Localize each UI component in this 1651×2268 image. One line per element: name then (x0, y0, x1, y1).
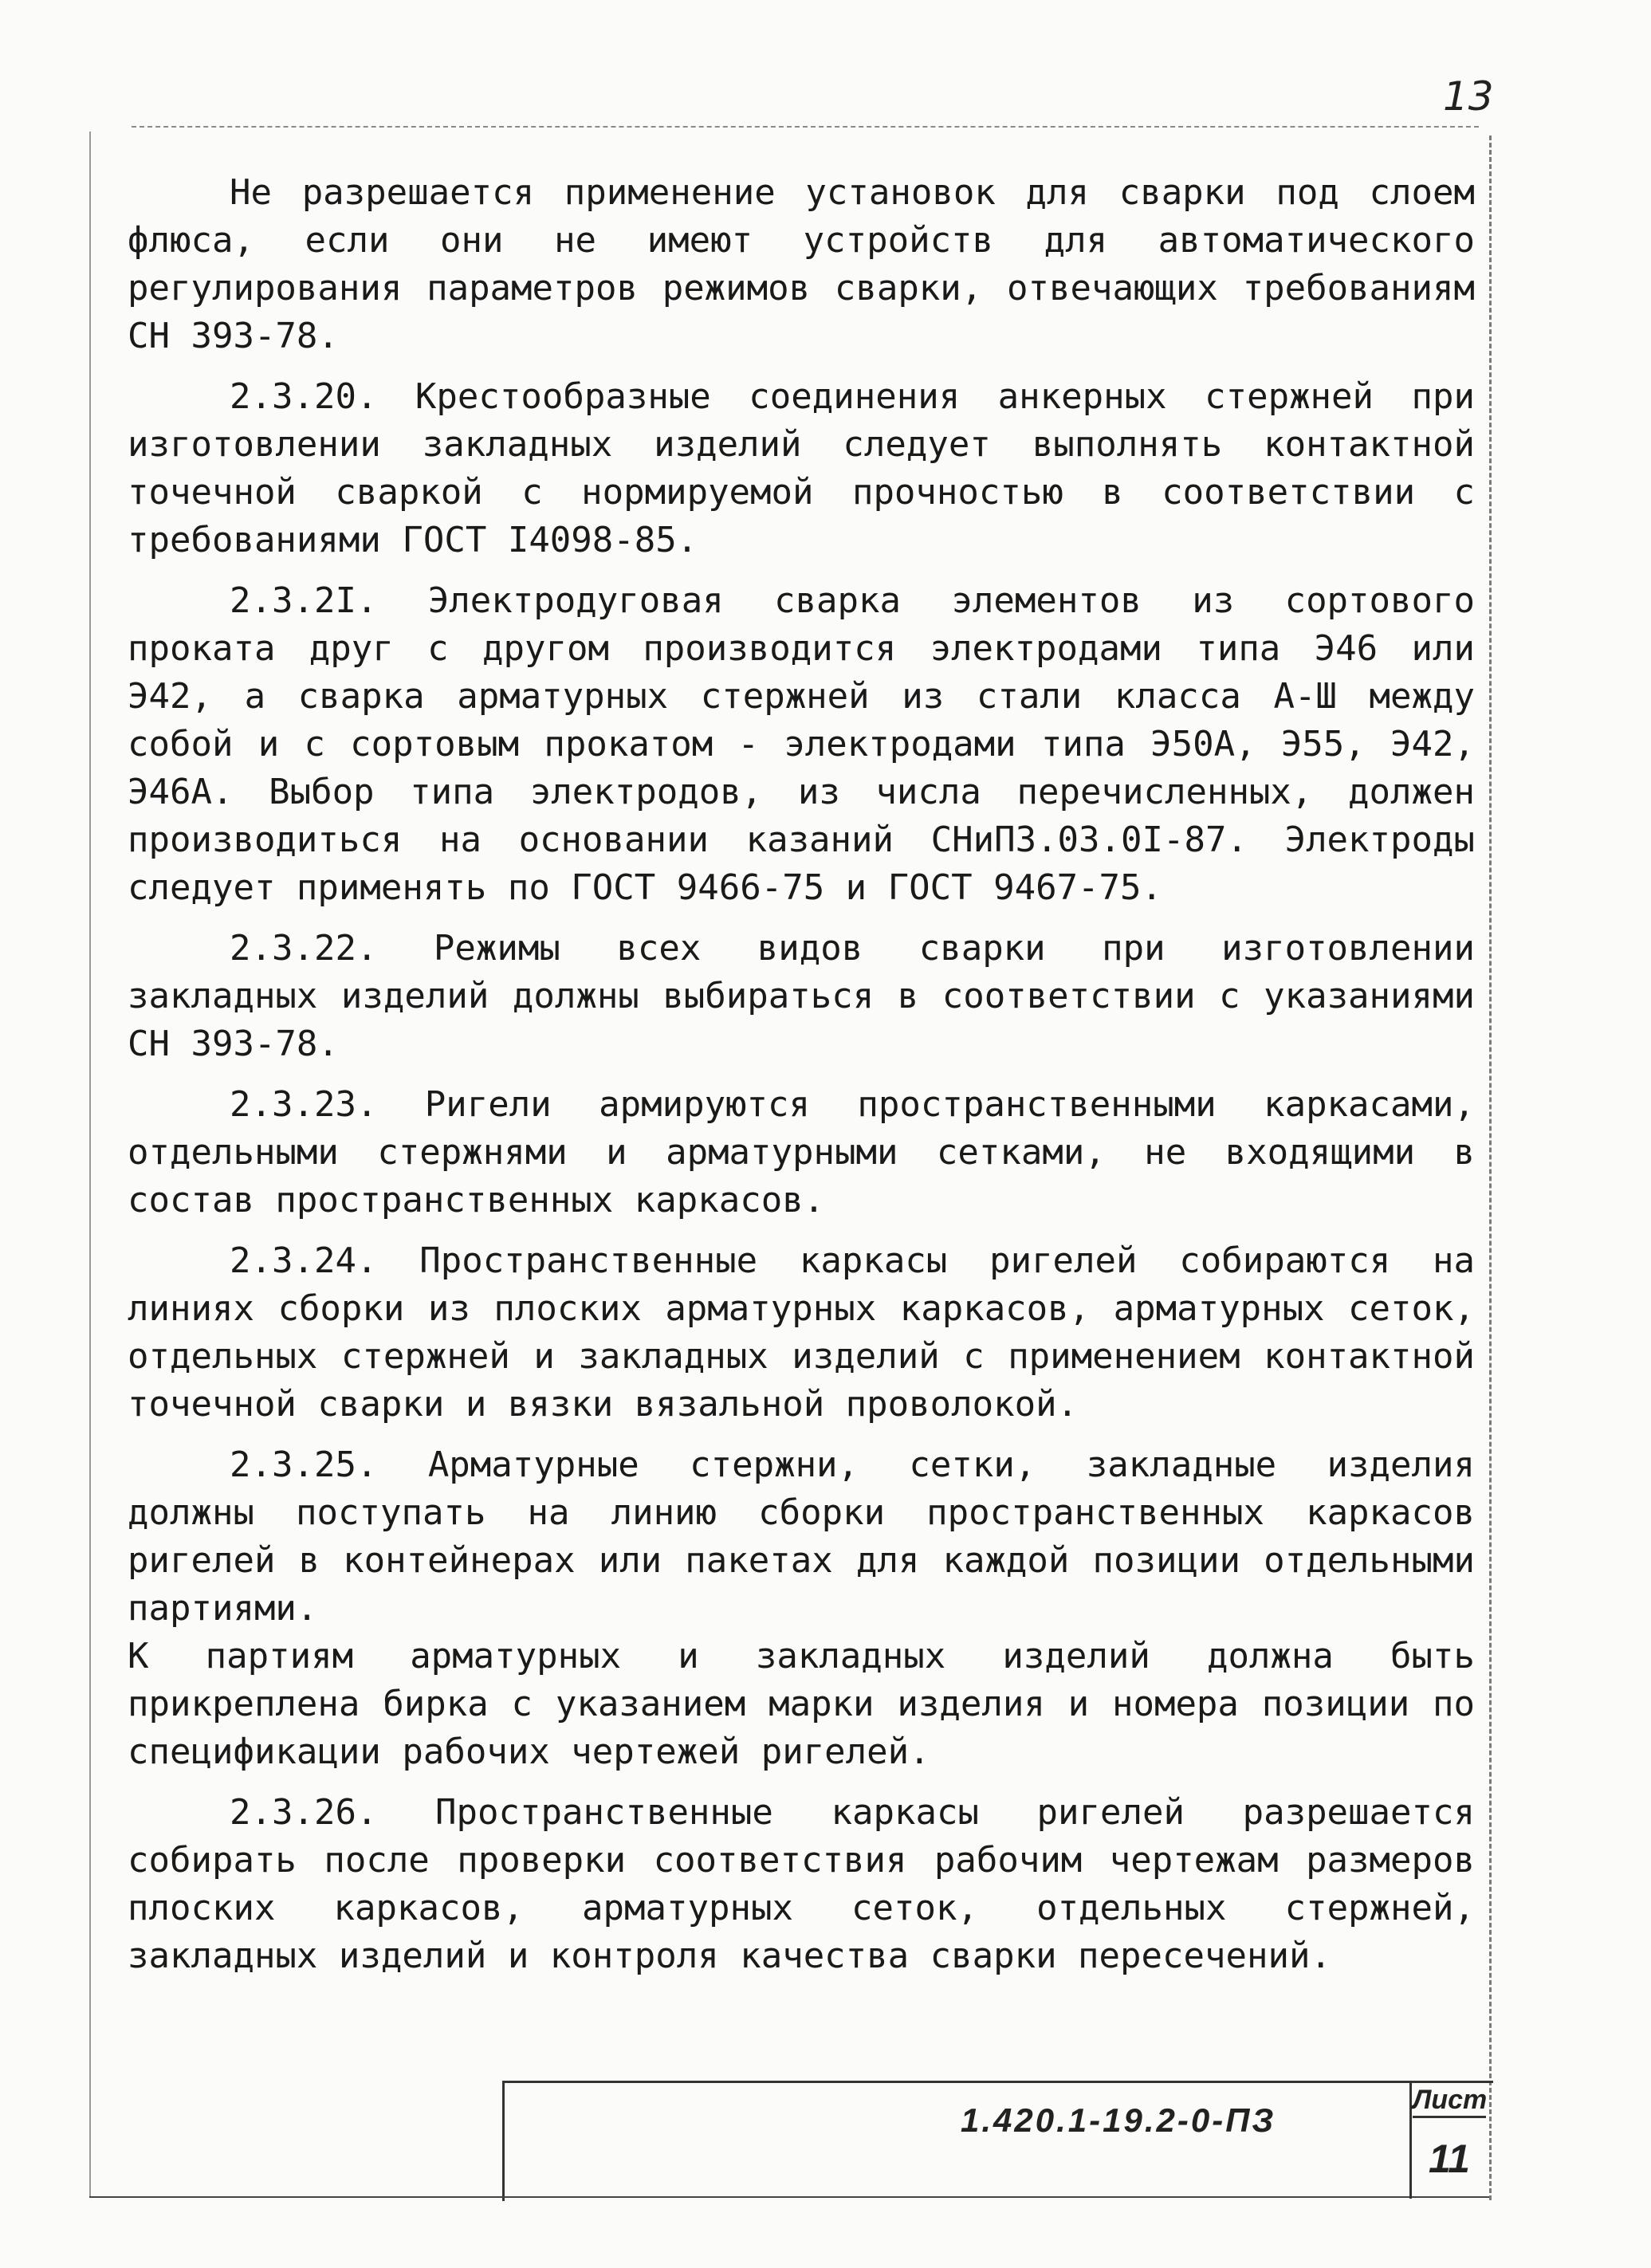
sheet-label: Лист (1413, 2084, 1486, 2118)
paragraph-2-3-25: 2.3.25. Арматурные стержни, сетки, закладные изделия должны поступать на линию сборки пространственных каркасов ригелей в контейнерах или пакетах для каждой позиции отдельными партиями. (128, 1445, 1475, 1629)
paragraph-2-3-20: 2.3.20. Крестообразные соединения анкерных стержней при изготовлении закладных изделий следует выполнять контактной точечной сваркой с нормируемой прочностью в соответствии с требованиями ГОСТ I4098-85. (128, 376, 1475, 560)
document-body (128, 169, 1475, 1993)
page-number: 13 (1443, 73, 1494, 120)
right-border (1489, 136, 1492, 2200)
paragraph-intro: Не разрешается применение установок для сварки под слоем флюса, если они не имеют устройств для автоматического регулирования параметров режимов сварки, отвечающих требованиям СН 393-78. (128, 172, 1475, 356)
document-code: 1.420.1-19.2-0-ПЗ (961, 2101, 1276, 2139)
paragraph-2-3-26: 2.3.26. Пространственные каркасы ригелей разрешается собирать после проверки соответствия рабочим чертежам размеров плоских каркасов, арматурных сеток, отдельных стержней, закладных изделий и контроля качества сварки пересечений. (128, 1792, 1475, 1976)
left-border (89, 132, 91, 2196)
top-border (132, 126, 1479, 128)
bottom-border (89, 2196, 1489, 2198)
paragraph-2-3-25-continued: К партиям арматурных и закладных изделий должна быть прикреплена бирка с указанием марки изделия и номера позиции по спецификации рабочих чертежей ригелей. (128, 1636, 1475, 1772)
sheet-number: 11 (1429, 2136, 1470, 2181)
paragraph-2-3-23: 2.3.23. Ригели армируются пространственными каркасами, отдельными стержнями и арматурными сетками, не входящими в состав пространственных каркасов. (128, 1084, 1475, 1220)
paragraph-2-3-21: 2.3.2I. Электродуговая сварка элементов из сортового проката друг с другом производится электродами типа Э46 или Э42, а сварка арматурных стержней из стали класса А-Ш между собой и с сортовым прокатом - электродами типа Э50А, Э55, Э42, Э46А. Выбор типа электродов, из числа перечисленных, должен производиться на основании казаний СНиП3.03.0I-87. Электроды следует применять по ГОСТ 9466-75 и ГОСТ 9467-75. (128, 580, 1475, 908)
paragraph-2-3-22: 2.3.22. Режимы всех видов сварки при изготовлении закладных изделий должны выбираться в соответствии с указаниями СН 393-78. (128, 928, 1475, 1064)
paragraph-2-3-24: 2.3.24. Пространственные каркасы ригелей собираются на линиях сборки из плоских арматурных каркасов, арматурных сеток, отдельных стержней и закладных изделий с применением контактной точечной сварки и вязки вязальной проволокой. (128, 1240, 1475, 1425)
